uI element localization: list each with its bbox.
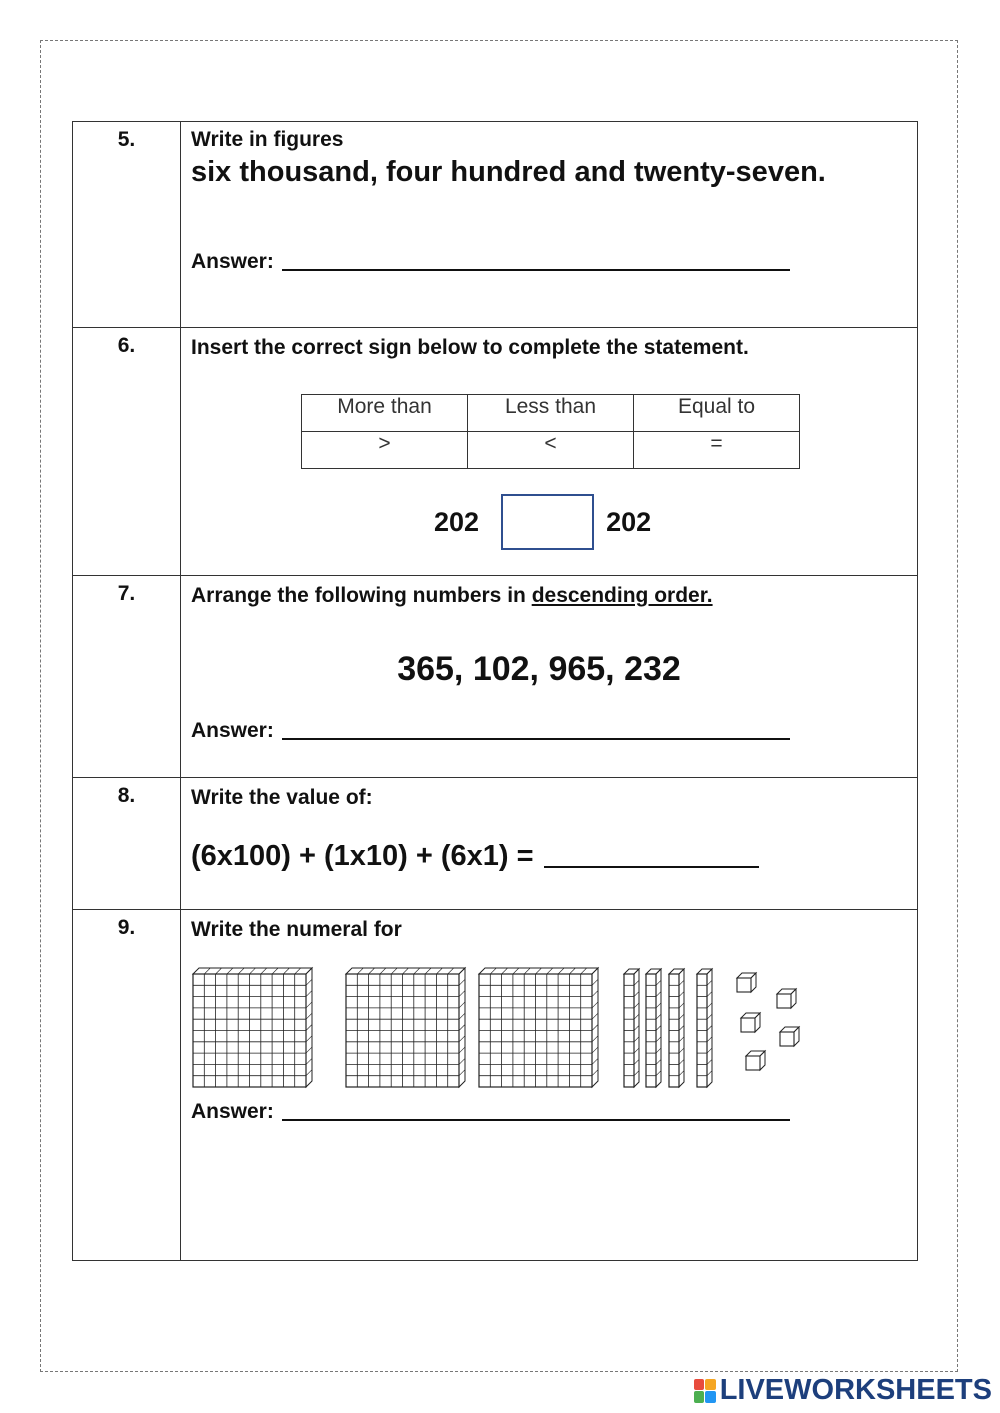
sign-equal: = [634,432,800,469]
hundred-block [346,968,465,1087]
instruction-text: Write in figures [191,128,344,151]
sign-less: < [468,432,634,469]
question-number: 8. [73,778,181,910]
ten-rod [624,969,639,1087]
answer-label: Answer: [191,719,274,742]
question-number: 6. [73,328,181,576]
one-cube [737,973,756,992]
answer-blank[interactable] [282,738,790,740]
answer-field[interactable] [191,719,907,743]
question-row-8 [73,778,918,910]
answer-label: Answer: [191,1100,274,1123]
expansion-expression [191,840,907,873]
one-cube [777,989,796,1008]
sign-greater: > [302,432,468,469]
instruction-text [191,582,907,610]
worksheet-table [72,121,918,1261]
sign-header-less: Less than [468,395,634,432]
expression-text: (6x100) + (1x10) + (6x1) = [191,840,534,872]
one-cube [746,1051,765,1070]
question-number: 9. [73,910,181,1261]
instruction-emphasis: descending order. [531,584,713,607]
ten-rod [697,969,712,1087]
ten-rod [669,969,684,1087]
ten-rod [646,969,661,1087]
comparison-statement [434,494,907,550]
answer-label: Answer: [191,250,274,273]
answer-field[interactable] [191,250,907,274]
answer-blank[interactable] [282,1119,790,1121]
brand-name: LIVEWORKSHEETS [719,1374,992,1406]
base-ten-blocks [191,964,907,1090]
right-number: 202 [606,506,652,537]
numbers-to-order: 365, 102, 965, 232 [397,650,681,688]
answer-blank[interactable] [282,269,790,271]
instruction-prefix: Arrange the following numbers in [191,584,532,607]
base-ten-blocks-drawing [191,964,871,1090]
question-row-7 [73,576,918,778]
logo-mark-icon [694,1379,716,1403]
sign-reference-table [301,394,800,469]
hundred-block [193,968,312,1087]
brand-logo [694,1374,992,1407]
question-row-9 [73,910,918,1261]
one-cube [741,1013,760,1032]
instruction-text: Write the value of: [191,786,373,809]
answer-field[interactable] [191,1100,907,1124]
answer-blank[interactable] [544,866,759,868]
question-number: 7. [73,576,181,778]
number-in-words: six thousand, four hundred and twenty-seven. [191,156,826,188]
hundred-block [479,968,598,1087]
question-number: 5. [73,122,181,328]
question-row-5 [73,122,918,328]
one-cube [780,1027,799,1046]
left-number: 202 [434,506,480,537]
sign-header-equal: Equal to [634,395,800,432]
sign-answer-box[interactable] [501,494,594,550]
question-row-6 [73,328,918,576]
sign-header-more: More than [302,395,468,432]
instruction-text: Write the numeral for [191,918,402,941]
instruction-text: Insert the correct sign below to complete the statement. [191,336,749,359]
